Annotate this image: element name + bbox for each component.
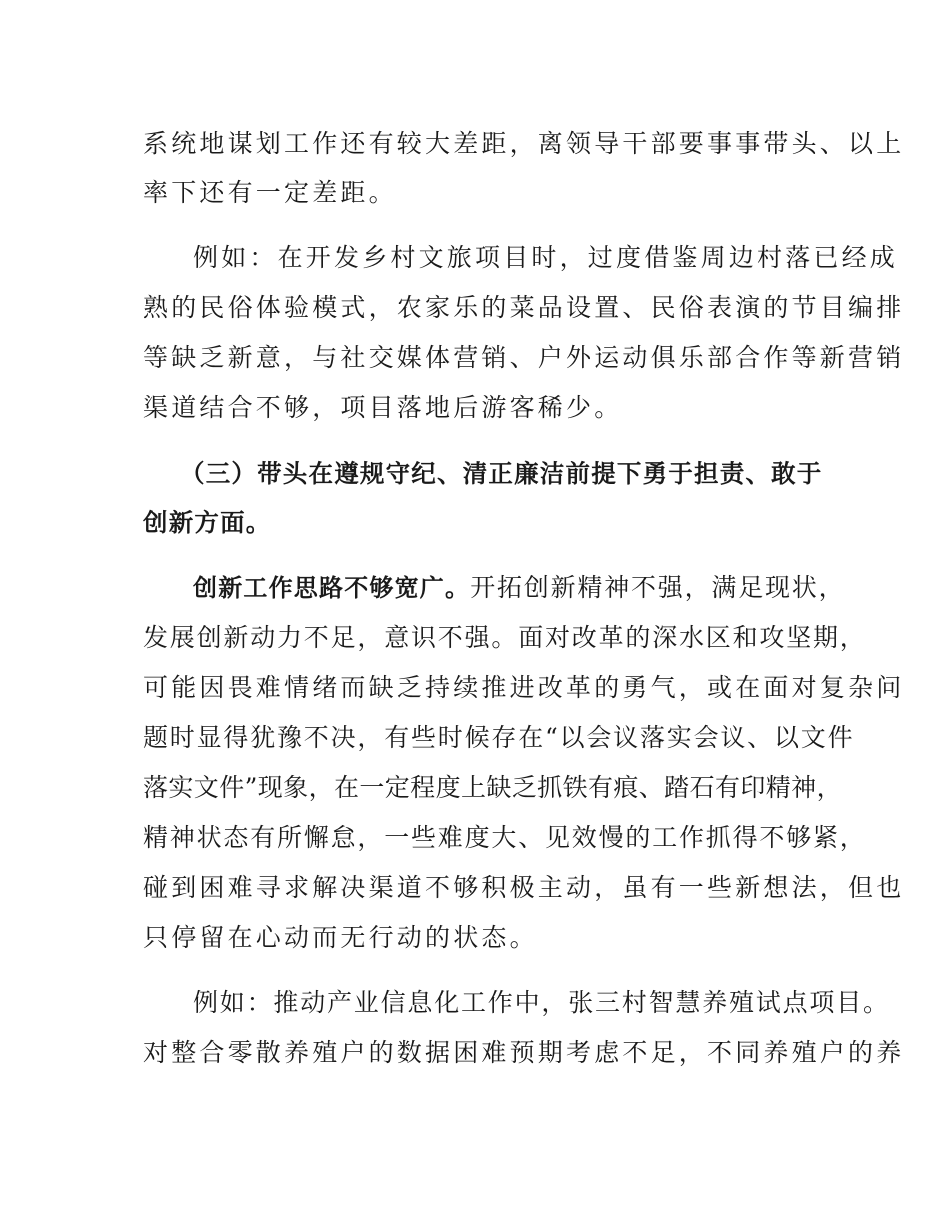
paragraph-4-line-8: 只停留在心动而无行动的状态。	[143, 923, 538, 952]
paragraph-4-line-1	[193, 573, 883, 603]
paragraph-4-line-2: 发展创新动力不足，意识不强。面对改革的深水区和攻坚期，	[143, 623, 867, 652]
paragraph-1-line-2: 率下还有一定差距。	[143, 178, 397, 207]
paragraph-4-lead-bold: 创新工作思路不够宽广。	[193, 574, 471, 602]
paragraph-4-line-5: 落实文件”现象，在一定程度上缺乏抓铁有痕、踏石有印精神，	[143, 773, 842, 802]
paragraph-2-line-1: 例如：在开发乡村文旅项目时，过度借鉴周边村落已经成	[193, 243, 899, 272]
paragraph-5-line-2: 对整合零散养殖户的数据困难预期考虑不足，不同养殖户的养	[143, 1038, 905, 1067]
paragraph-4-lead-rest: 开拓创新精神不强，满足现状，	[470, 573, 846, 602]
section-heading-line-1: （三）带头在遵规守纪、清正廉洁前提下勇于担责、敢于	[180, 459, 823, 488]
paragraph-1-line-1: 系统地谋划工作还有较大差距，离领导干部要事事带头、以上	[143, 129, 905, 158]
section-heading-line-2: 创新方面。	[143, 508, 272, 537]
paragraph-5-line-1: 例如：推动产业信息化工作中，张三村智慧养殖试点项目。	[193, 988, 890, 1017]
paragraph-4-line-3: 可能因畏难情绪而缺乏持续推进改革的勇气，或在面对复杂问	[143, 673, 905, 702]
paragraph-4-line-4: 题时显得犹豫不决，有些时候存在“以会议落实会议、以文件	[143, 723, 855, 752]
paragraph-4-line-6: 精神状态有所懈怠，一些难度大、见效慢的工作抓得不够紧，	[143, 823, 867, 852]
paragraph-4-line-7: 碰到困难寻求解决渠道不够积极主动，虽有一些新想法，但也	[143, 873, 905, 902]
paragraph-2-line-4: 渠道结合不够，项目落地后游客稀少。	[143, 393, 623, 422]
paragraph-2-line-2: 熟的民俗体验模式，农家乐的菜品设置、民俗表演的节目编排	[143, 293, 905, 322]
paragraph-2-line-3: 等缺乏新意，与社交媒体营销、户外运动俱乐部合作等新营销	[143, 343, 905, 372]
